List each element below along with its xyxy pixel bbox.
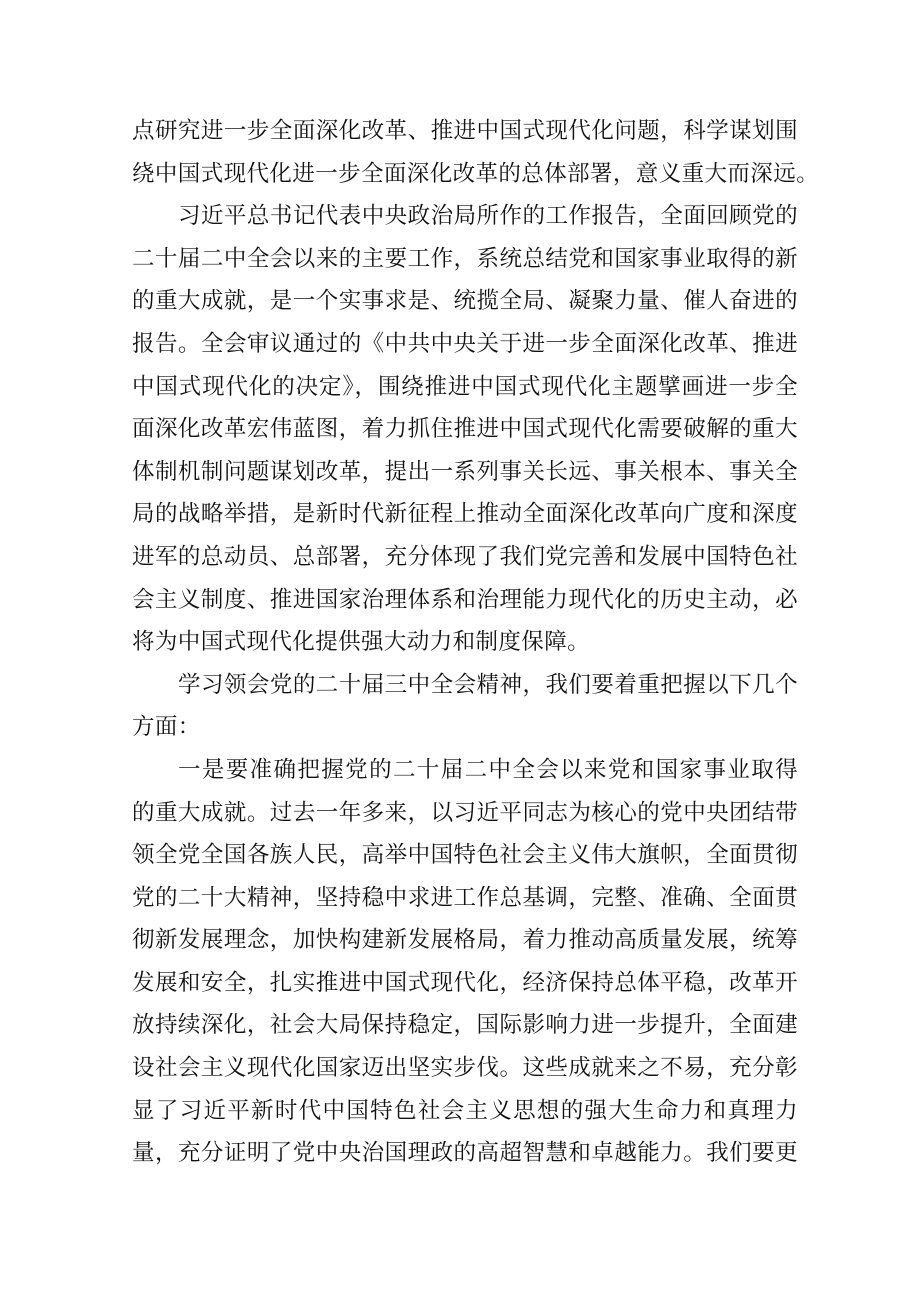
text-line: 的重大成就，是一个实事求是、统揽全局、凝聚力量、催人奋进的 [132,288,798,315]
text-line: 体制机制问题谋划改革，提出一系列事关长远、事关根本、事关全 [132,458,798,485]
text-line: 领全党全国各族人民，高举中国特色社会主义伟大旗帜，全面贯彻 [132,842,798,869]
text-line: 报告。全会审议通过的《中共中央关于进一步全面深化改革、推进 [132,330,798,357]
text-line: 显了习近平新时代中国特色社会主义思想的强大生命力和真理力 [132,1097,798,1124]
text-line: 一是要准确把握党的二十届二中全会以来党和国家事业取得 [178,756,798,783]
text-line: 党的二十大精神，坚持稳中求进工作总基调，完整、准确、全面贯 [132,884,798,911]
text-line: 彻新发展理念，加快构建新发展格局，着力推动高质量发展，统筹 [132,927,798,954]
text-line: 绕中国式现代化进一步全面深化改革的总体部署，意义重大而深远。 [132,160,820,187]
text-line: 二十届二中全会以来的主要工作，系统总结党和国家事业取得的新 [132,245,798,272]
text-line: 会主义制度、推进国家治理体系和治理能力现代化的历史主动，必 [132,586,798,613]
text-line: 点研究进一步全面深化改革、推进中国式现代化问题，科学谋划围 [132,118,798,144]
text-line: 量，充分证明了党中央治国理政的高超智慧和卓越能力。我们要更 [132,1140,798,1167]
text-line: 学习领会党的二十届三中全会精神，我们要着重把握以下几个 [178,671,798,698]
text-line: 进军的总动员、总部署，充分体现了我们党完善和发展中国特色社 [132,543,798,570]
text-line: 的重大成就。过去一年多来，以习近平同志为核心的党中央团结带 [132,799,798,826]
document-body [132,110,820,1175]
text-line: 局的战略举措，是新时代新征程上推动全面深化改革向广度和深度 [132,501,798,528]
text-line: 设社会主义现代化国家迈出坚实步伐。这些成就来之不易，充分彰 [132,1055,798,1082]
text-line: 方面： [132,714,201,741]
text-line: 放持续深化，社会大局保持稳定，国际影响力进一步提升，全面建 [132,1012,798,1039]
text-line: 发展和安全，扎实推进中国式现代化，经济保持总体平稳，改革开 [132,969,798,996]
text-line: 面深化改革宏伟蓝图，着力抓住推进中国式现代化需要破解的重大 [132,416,798,443]
text-line: 将为中国式现代化提供强大动力和制度保障。 [132,629,591,656]
text-line: 习近平总书记代表中央政治局所作的工作报告，全面回顾党的 [178,203,798,230]
text-line: 中国式现代化的决定》，围绕推进中国式现代化主题擘画进一步全 [132,373,798,400]
